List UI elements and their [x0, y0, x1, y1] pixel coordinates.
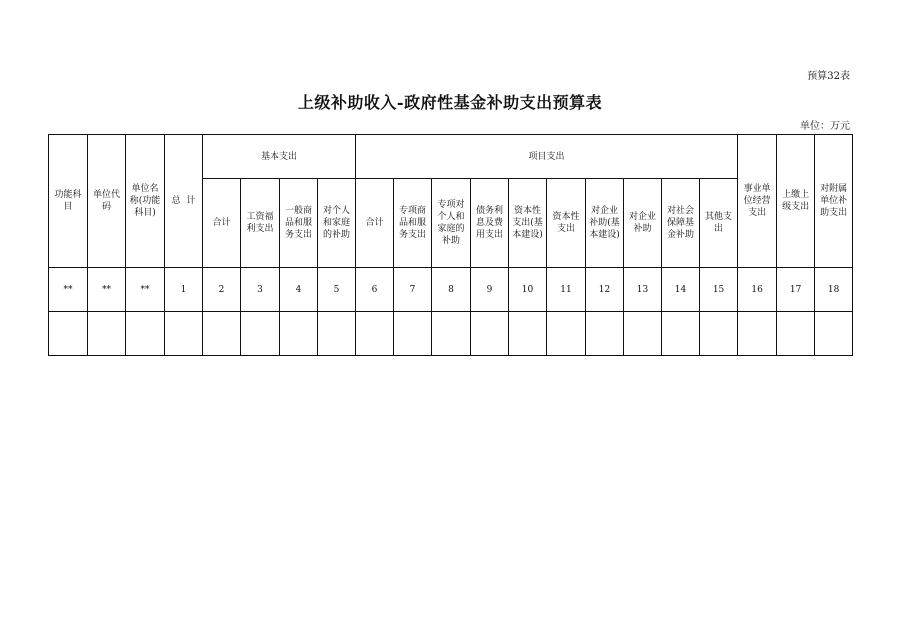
- column-number: 4: [280, 268, 318, 312]
- header-project-debt-interest: 债务利息及费用支出: [471, 179, 509, 268]
- header-unit-name: 单位名称(功能科目): [126, 135, 165, 268]
- column-number: 3: [241, 268, 280, 312]
- column-number: 11: [547, 268, 586, 312]
- empty-data-row: [49, 312, 853, 356]
- data-cell: [203, 312, 241, 356]
- data-cell: [356, 312, 394, 356]
- column-number: 10: [509, 268, 547, 312]
- header-project-enterprise-subsidy: 对企业补助: [624, 179, 662, 268]
- data-cell: [126, 312, 165, 356]
- header-basic-goods-services: 一般商品和服务支出: [280, 179, 318, 268]
- header-project-individual-subsidy: 专项对个人和家庭的补助: [432, 179, 471, 268]
- data-cell: [547, 312, 586, 356]
- column-number-row: [49, 268, 853, 312]
- header-business-expense: 事业单位经营支出: [738, 135, 777, 268]
- header-basic-individual-subsidy: 对个人和家庭的补助: [318, 179, 356, 268]
- header-project-enterprise-construction: 对企业补助(基本建设): [586, 179, 624, 268]
- header-unit-code: 单位代码: [88, 135, 126, 268]
- data-cell: [49, 312, 88, 356]
- column-number: **: [126, 268, 165, 312]
- data-cell: [777, 312, 815, 356]
- column-number: 8: [432, 268, 471, 312]
- header-project-social-security: 对社会保障基金补助: [662, 179, 700, 268]
- header-project-capital-construction: 资本性支出(基本建设): [509, 179, 547, 268]
- budget-table: [48, 134, 853, 356]
- data-cell: [738, 312, 777, 356]
- data-cell: [432, 312, 471, 356]
- header-total: 总 计: [165, 135, 203, 268]
- unit-label: 单位：万元: [800, 121, 850, 132]
- data-cell: [700, 312, 738, 356]
- data-cell: [471, 312, 509, 356]
- column-number: 9: [471, 268, 509, 312]
- data-cell: [280, 312, 318, 356]
- data-cell: [394, 312, 432, 356]
- column-number: 15: [700, 268, 738, 312]
- data-cell: [815, 312, 853, 356]
- header-project-goods-services: 专项商品和服务支出: [394, 179, 432, 268]
- form-number: 预算32表: [807, 71, 850, 82]
- header-functional-subject: 功能科目: [49, 135, 88, 268]
- header-project-subtotal: 合计: [356, 179, 394, 268]
- column-number: 13: [624, 268, 662, 312]
- column-number: 14: [662, 268, 700, 312]
- column-number: **: [88, 268, 126, 312]
- data-cell: [318, 312, 356, 356]
- data-cell: [662, 312, 700, 356]
- header-basic-subtotal: 合计: [203, 179, 241, 268]
- data-cell: [586, 312, 624, 356]
- header-group-basic: 基本支出: [203, 135, 356, 179]
- data-cell: [241, 312, 280, 356]
- column-number: **: [49, 268, 88, 312]
- header-basic-wages: 工资福利支出: [241, 179, 280, 268]
- page-title: 上级补助收入-政府性基金补助支出预算表: [297, 93, 603, 112]
- header-group-project: 项目支出: [356, 135, 738, 179]
- column-number: 6: [356, 268, 394, 312]
- header-project-capital: 资本性支出: [547, 179, 586, 268]
- column-number: 7: [394, 268, 432, 312]
- header-subsidiary-subsidy: 对附属单位补助支出: [815, 135, 853, 268]
- data-cell: [509, 312, 547, 356]
- header-remit-superior: 上缴上级支出: [777, 135, 815, 268]
- column-number: 17: [777, 268, 815, 312]
- data-cell: [624, 312, 662, 356]
- column-number: 18: [815, 268, 853, 312]
- column-number: 12: [586, 268, 624, 312]
- column-number: 5: [318, 268, 356, 312]
- data-cell: [165, 312, 203, 356]
- data-cell: [88, 312, 126, 356]
- header-project-other: 其他支出: [700, 179, 738, 268]
- column-number: 2: [203, 268, 241, 312]
- column-number: 16: [738, 268, 777, 312]
- column-number: 1: [165, 268, 203, 312]
